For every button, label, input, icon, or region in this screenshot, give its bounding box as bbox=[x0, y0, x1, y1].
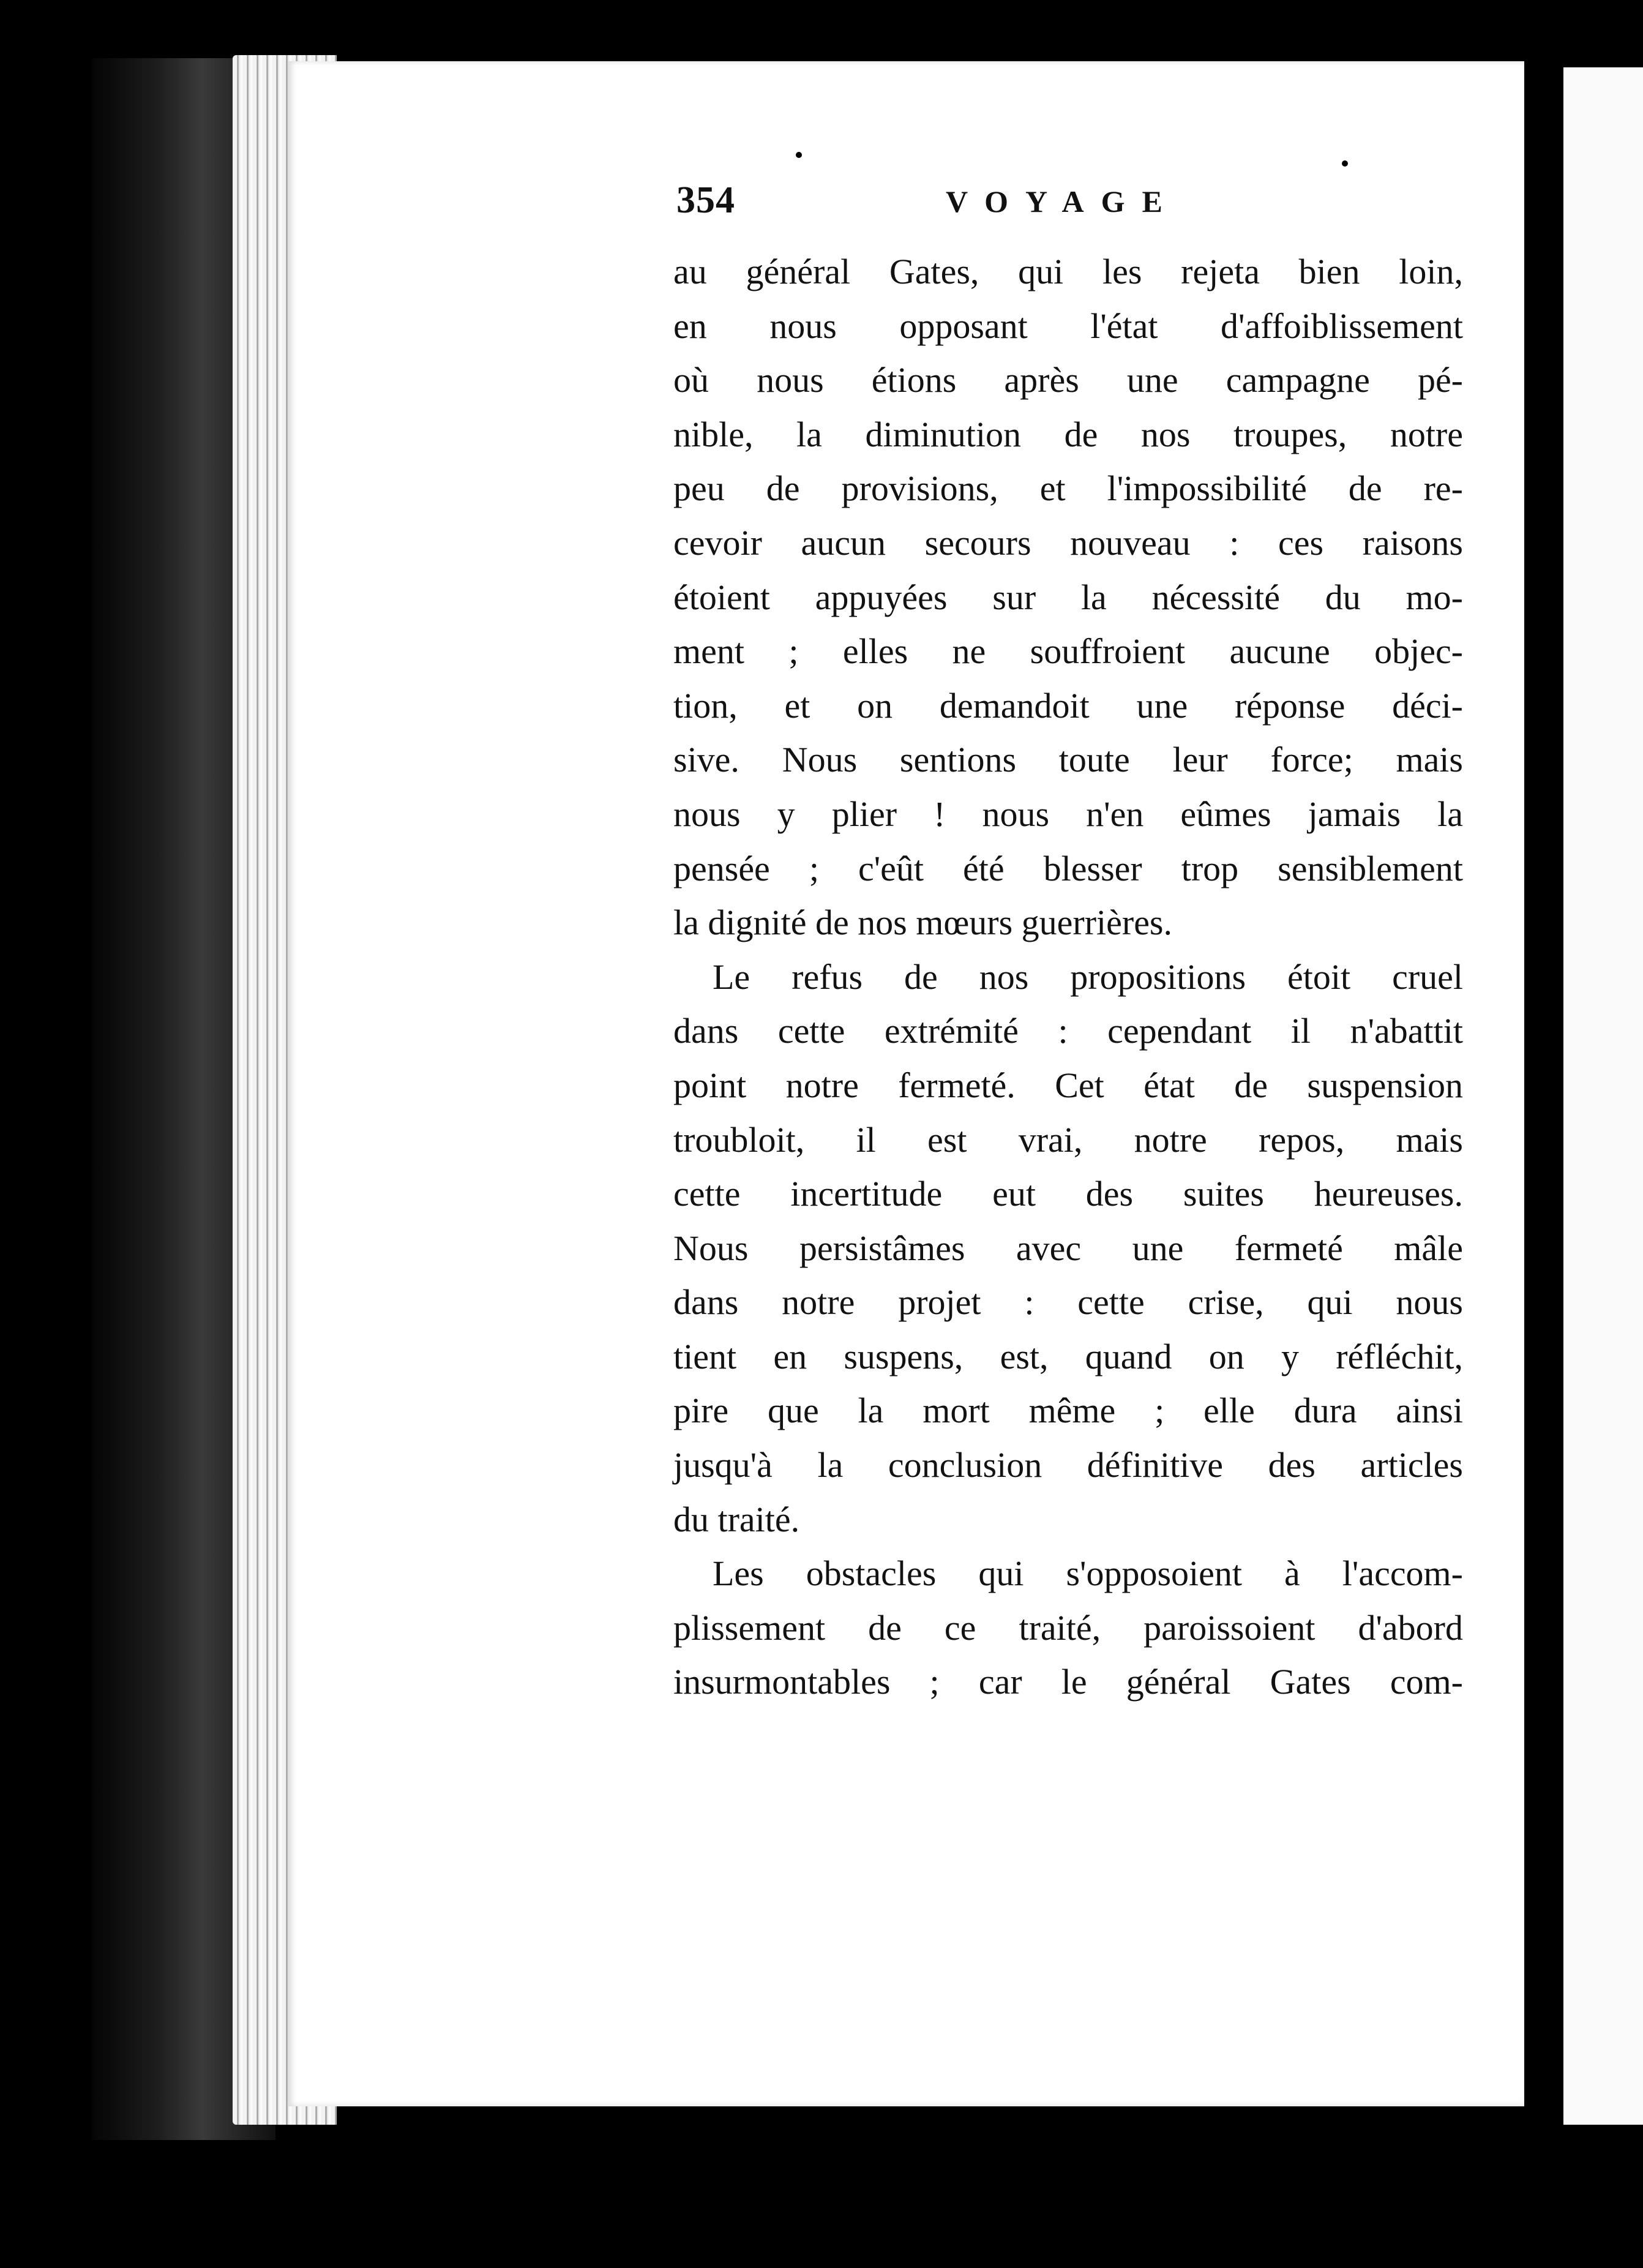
scan-speck bbox=[1342, 160, 1348, 167]
text-line: dans notre projet : cette crise, qui nous bbox=[673, 1282, 1463, 1323]
text-line: du traité. bbox=[673, 1499, 800, 1539]
text-line: troubloit, il est vrai, notre repos, mais bbox=[673, 1119, 1463, 1160]
text-line: pensée ; c'eût été blesser trop sensiblement bbox=[673, 848, 1463, 888]
text-line: sive. Nous sentions toute leur force; mais bbox=[673, 740, 1463, 780]
page-header bbox=[676, 179, 1472, 234]
text-line: en nous opposant l'état d'affoiblissement bbox=[673, 306, 1463, 346]
text-line: nible, la diminution de nos troupes, notre bbox=[673, 414, 1463, 454]
text-line: peu de provisions, et l'impossibilité de re- bbox=[673, 468, 1463, 509]
scan-speck bbox=[1053, 2, 1069, 10]
text-line: nous y plier ! nous n'en eûmes jamais la bbox=[673, 794, 1463, 834]
text-line: plissement de ce traité, paroissoient d'abord bbox=[673, 1607, 1463, 1648]
text-line: où nous étions après une campagne pé- bbox=[673, 360, 1463, 400]
text-line: Les obstacles qui s'opposoient à l'accom- bbox=[713, 1553, 1463, 1594]
body-text bbox=[673, 245, 1463, 1710]
text-line: ment ; elles ne souffroient aucune objec- bbox=[673, 631, 1463, 672]
text-line: la dignité de nos mœurs guerrières. bbox=[673, 903, 1173, 943]
text-line: pire que la mort même ; elle dura ainsi bbox=[673, 1391, 1463, 1431]
facing-page-edge bbox=[1555, 67, 1643, 2125]
text-line: dans cette extrémité : cependant il n'abattit bbox=[673, 1011, 1463, 1051]
running-head: VOYAGE bbox=[946, 184, 1180, 219]
text-line: Nous persistâmes avec une fermeté mâle bbox=[673, 1228, 1463, 1268]
text-line: tion, et on demandoit une réponse déci- bbox=[673, 685, 1463, 726]
text-line: tient en suspens, est, quand on y réfléchit, bbox=[673, 1336, 1463, 1376]
text-line: au général Gates, qui les rejeta bien loin, bbox=[673, 252, 1463, 291]
text-line: étoient appuyées sur la nécessité du mo- bbox=[673, 577, 1463, 617]
text-line: Le refus de nos propositions étoit cruel bbox=[713, 956, 1463, 997]
text-line: jusqu'à la conclusion définitive des articles bbox=[673, 1445, 1463, 1485]
text-line: cevoir aucun secours nouveau : ces raisons bbox=[673, 522, 1463, 563]
text-line: point notre fermeté. Cet état de suspension bbox=[673, 1065, 1463, 1105]
text-line: insurmontables ; car le général Gates com- bbox=[673, 1662, 1463, 1702]
text-line: cette incertitude eut des suites heureuses. bbox=[673, 1174, 1463, 1214]
page-number: 354 bbox=[676, 179, 735, 221]
scan-speck bbox=[796, 152, 802, 158]
